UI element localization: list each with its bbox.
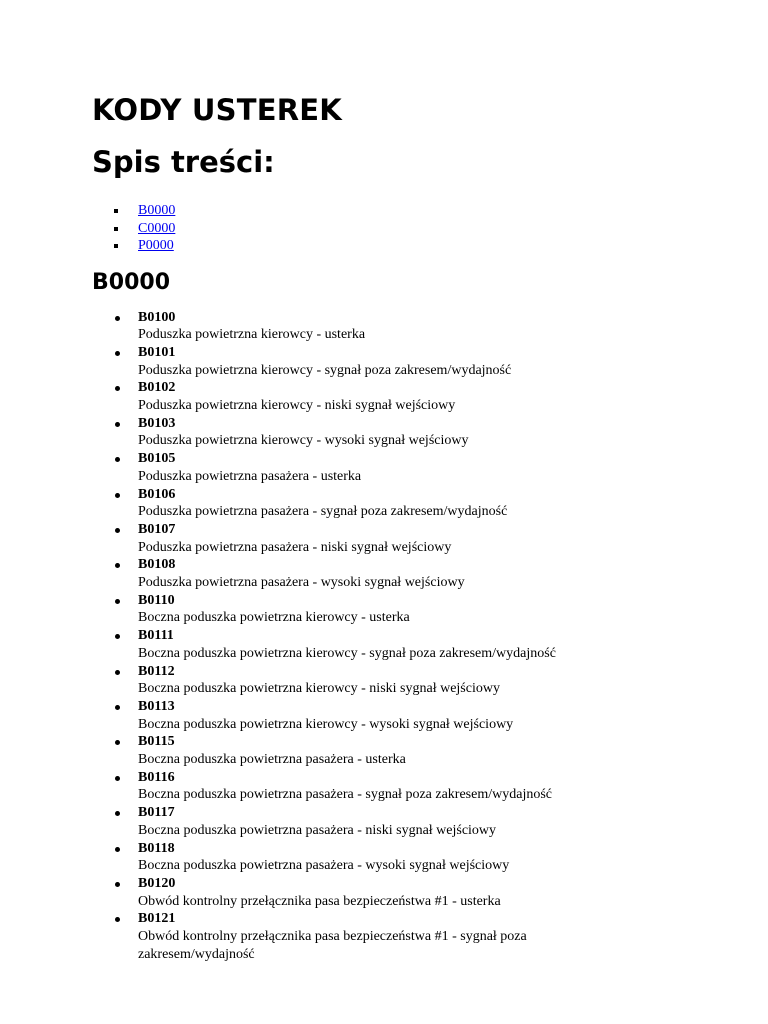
square-bullet-icon <box>114 244 118 248</box>
bullet-icon <box>115 316 120 321</box>
error-code: B0106 <box>138 486 176 502</box>
list-item <box>92 415 732 450</box>
list-item <box>92 663 732 698</box>
bullet-icon <box>115 422 120 427</box>
error-code: B0100 <box>138 309 176 325</box>
list-item <box>92 804 732 839</box>
list-item <box>92 450 732 485</box>
list-item <box>92 769 732 804</box>
bullet-icon <box>115 351 120 356</box>
bullet-icon <box>115 776 120 781</box>
error-description: Boczna poduszka powietrzna kierowcy - wysoki sygnał wejściowy <box>138 716 514 732</box>
error-code: B0103 <box>138 415 176 431</box>
toc-item-b0000 <box>92 202 732 220</box>
error-code: B0101 <box>138 344 176 360</box>
list-item <box>92 486 732 521</box>
error-description: Poduszka powietrzna kierowcy - usterka <box>138 327 366 343</box>
error-description: Poduszka powietrzna kierowcy - sygnał poza zakresem/wydajność <box>138 362 512 378</box>
list-item <box>92 875 732 910</box>
document-title: KODY USTEREK <box>92 93 342 127</box>
bullet-icon <box>115 634 120 639</box>
list-item <box>92 698 732 733</box>
square-bullet-icon <box>114 209 118 213</box>
error-code: B0105 <box>138 451 176 467</box>
error-code: B0115 <box>138 734 175 750</box>
error-description: Poduszka powietrzna pasażera - wysoki sygnał wejściowy <box>138 575 465 591</box>
error-code: B0121 <box>138 911 176 927</box>
toc-item-c0000 <box>92 220 732 238</box>
toc-item-p0000 <box>92 237 732 255</box>
bullet-icon <box>115 386 120 391</box>
error-description: Boczna poduszka powietrzna pasażera - usterka <box>138 752 406 768</box>
list-item <box>92 556 732 591</box>
error-code: B0112 <box>138 663 175 679</box>
error-description: Boczna poduszka powietrzna kierowcy - usterka <box>138 610 410 626</box>
square-bullet-icon <box>114 227 118 231</box>
section-heading-b0000: B0000 <box>92 269 170 295</box>
list-item <box>92 344 732 379</box>
error-description: Obwód kontrolny przełącznika pasa bezpieczeństwa #1 - usterka <box>138 893 501 909</box>
error-code: B0108 <box>138 557 176 573</box>
error-code: B0110 <box>138 592 175 608</box>
bullet-icon <box>115 740 120 745</box>
list-item <box>92 627 732 662</box>
error-description: Poduszka powietrzna kierowcy - niski sygnał wejściowy <box>138 398 456 414</box>
error-description: Boczna poduszka powietrzna pasażera - wysoki sygnał wejściowy <box>138 858 510 874</box>
document-page <box>92 90 732 964</box>
list-item <box>92 733 732 768</box>
bullet-icon <box>115 811 120 816</box>
error-description: Boczna poduszka powietrzna pasażera - niski sygnał wejściowy <box>138 822 497 838</box>
error-code: B0102 <box>138 380 176 396</box>
bullet-icon <box>115 493 120 498</box>
bullet-icon <box>115 917 120 922</box>
error-code: B0117 <box>138 805 175 821</box>
bullet-icon <box>115 599 120 604</box>
error-code: B0107 <box>138 521 176 537</box>
error-description: Poduszka powietrzna pasażera - usterka <box>138 468 362 484</box>
bullet-icon <box>115 457 120 462</box>
code-list <box>92 309 732 964</box>
list-item <box>92 379 732 414</box>
error-description: Poduszka powietrzna kierowcy - wysoki sygnał wejściowy <box>138 433 469 449</box>
bullet-icon <box>115 882 120 887</box>
error-code: B0113 <box>138 698 175 714</box>
error-code: B0118 <box>138 840 175 856</box>
list-item <box>92 521 732 556</box>
toc-link-b0000[interactable]: B0000 <box>138 203 176 218</box>
table-of-contents <box>92 202 732 255</box>
bullet-icon <box>115 563 120 568</box>
toc-link-p0000[interactable]: P0000 <box>138 238 174 253</box>
list-item <box>92 592 732 627</box>
list-item <box>92 840 732 875</box>
error-description: Poduszka powietrzna pasażera - sygnał poza zakresem/wydajność <box>138 504 508 520</box>
toc-heading: Spis treści: <box>92 145 275 179</box>
error-description: Obwód kontrolny przełącznika pasa bezpieczeństwa #1 - sygnał poza zakresem/wydajność <box>138 929 527 962</box>
error-code: B0120 <box>138 876 176 891</box>
bullet-icon <box>115 528 120 533</box>
list-item <box>92 309 732 344</box>
bullet-icon <box>115 670 120 675</box>
error-description: Boczna poduszka powietrzna kierowcy - sygnał poza zakresem/wydajność <box>138 645 556 661</box>
bullet-icon <box>115 705 120 710</box>
list-item <box>92 910 732 963</box>
error-code: B0116 <box>138 769 175 785</box>
error-description: Poduszka powietrzna pasażera - niski sygnał wejściowy <box>138 539 452 555</box>
toc-link-c0000[interactable]: C0000 <box>138 220 176 236</box>
error-code: B0111 <box>138 628 174 644</box>
error-description: Boczna poduszka powietrzna pasażera - sygnał poza zakresem/wydajność <box>138 787 552 803</box>
bullet-icon <box>115 847 120 852</box>
error-description: Boczna poduszka powietrzna kierowcy - niski sygnał wejściowy <box>138 681 500 697</box>
